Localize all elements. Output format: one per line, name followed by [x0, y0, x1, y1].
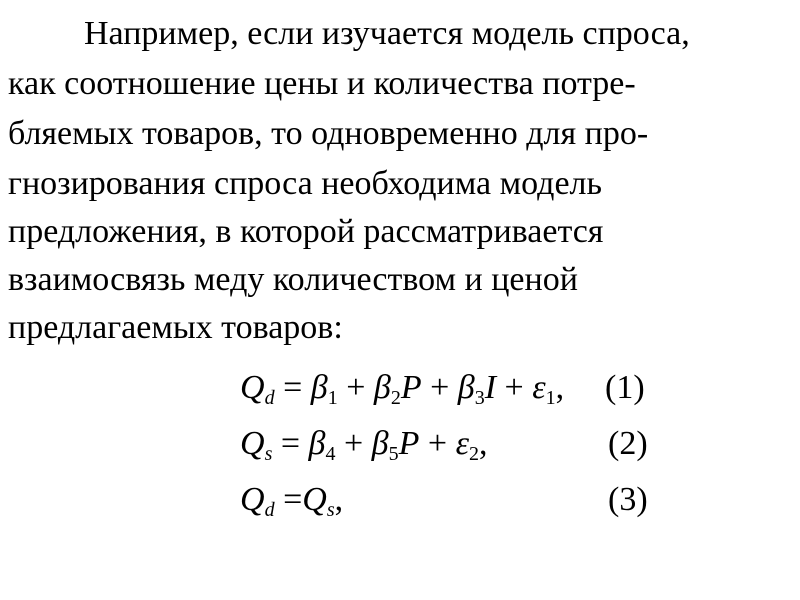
- eq1-lhs-sub: d: [264, 387, 275, 409]
- eq1-plus-3: +: [504, 369, 524, 406]
- eq1-term2-sym: β: [373, 369, 391, 406]
- eq2-term3-sym: ε: [455, 425, 469, 462]
- eq3-rhs: Q: [302, 481, 327, 518]
- eq3-equals: =: [283, 481, 303, 518]
- equation-3: [240, 478, 343, 522]
- eq2-lhs: Q: [240, 425, 265, 462]
- paragraph-line-4: гнозирования спроса необходима модель: [8, 165, 603, 202]
- paragraph-line-7: предлагаемых товаров:: [8, 309, 343, 346]
- equation-1-number: (1): [605, 369, 645, 406]
- eq1-term3-sub: 3: [474, 387, 485, 409]
- eq1-term4-sub: 1: [545, 387, 556, 409]
- eq2-comma: ,: [478, 425, 488, 462]
- eq1-term2-sub: 2: [390, 387, 401, 409]
- eq2-term1-sym: β: [308, 425, 326, 462]
- eq3-rhs-sub: s: [326, 499, 335, 521]
- eq1-term1-sym: β: [310, 369, 328, 406]
- paragraph-line-6: взаимосвязь меду количеством и ценой: [8, 261, 578, 298]
- eq2-term2-sym: β: [371, 425, 389, 462]
- paragraph-line-2: как соотношение цены и количества потре-: [8, 65, 636, 102]
- paragraph-line-1: Например, если изучается модель спроса,: [84, 15, 690, 52]
- eq2-plus-2: +: [427, 425, 448, 462]
- eq1-term2-var: P: [400, 369, 422, 406]
- eq1-term4-sym: ε: [532, 369, 546, 406]
- eq2-plus-1: +: [343, 425, 364, 462]
- eq1-lhs: Q: [240, 369, 265, 406]
- paragraph-line-3: бляемых товаров, то одновременно для про-: [8, 115, 649, 152]
- equation-2-number: (2): [608, 425, 648, 462]
- eq1-term1-sub: 1: [327, 387, 338, 409]
- eq3-comma: ,: [334, 481, 344, 518]
- eq2-term2-sub: 5: [388, 443, 399, 465]
- eq1-comma: ,: [555, 369, 565, 406]
- eq1-term3-sym: β: [457, 369, 475, 406]
- eq1-equals: =: [283, 369, 303, 406]
- eq3-lhs: Q: [240, 481, 265, 518]
- eq2-term1-sub: 4: [325, 443, 336, 465]
- eq3-lhs-sub: d: [264, 499, 275, 521]
- equation-1: [240, 366, 564, 410]
- paragraph-line-5: предложения, в которой рассматривается: [8, 213, 604, 250]
- equation-3-number: (3): [608, 481, 648, 518]
- eq2-lhs-sub: s: [264, 443, 273, 465]
- eq2-equals: =: [280, 425, 301, 462]
- eq1-plus-2: +: [430, 369, 450, 406]
- equation-2: [240, 422, 487, 466]
- eq2-term3-sub: 2: [468, 443, 479, 465]
- eq1-term3-var: I: [484, 369, 497, 406]
- eq1-plus-1: +: [346, 369, 366, 406]
- eq2-term2-var: P: [398, 425, 420, 462]
